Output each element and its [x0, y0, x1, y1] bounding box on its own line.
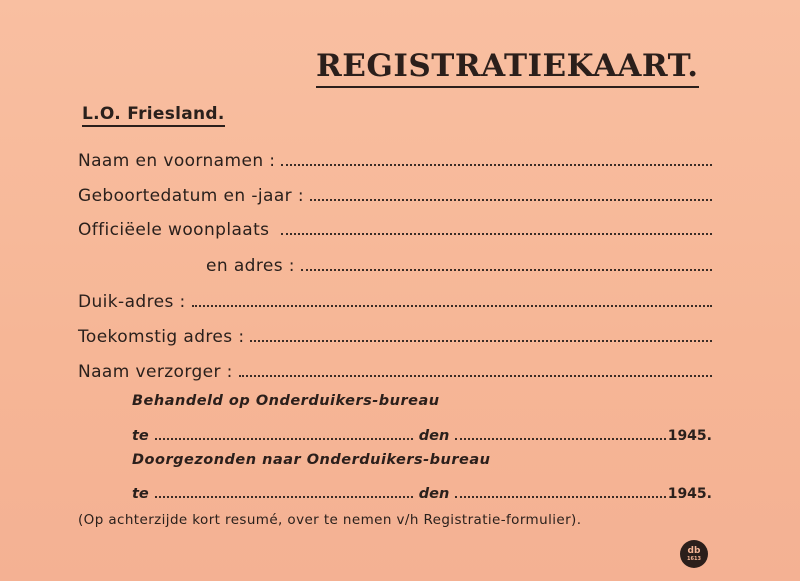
card-title: REGISTRATIEKAART.: [316, 48, 699, 88]
den-line: [455, 438, 665, 440]
field-hiding-address: [78, 286, 712, 312]
field-name-label: Naam en voornamen :: [78, 151, 276, 171]
printer-mark-number: 1613: [687, 555, 701, 562]
field-caretaker-line: [239, 375, 712, 377]
den-label: den: [418, 486, 450, 502]
field-address-label: en adres :: [206, 256, 295, 276]
field-name-line: [281, 164, 712, 166]
te-line: [155, 496, 413, 498]
field-residence: [78, 214, 712, 240]
field-birthdate-line: [310, 199, 712, 201]
te-label: te: [132, 428, 149, 444]
field-birthdate: [78, 180, 712, 206]
footer-note: (Op achterzijde kort resumé, over te nemen v/h Registratie-formulier).: [78, 512, 582, 528]
printer-mark-initials: db: [687, 545, 701, 556]
field-hiding-address-line: [192, 305, 712, 307]
field-address: [206, 250, 712, 276]
field-future-address-line: [250, 340, 712, 342]
field-hiding-address-label: Duik-adres :: [78, 292, 186, 312]
section-handled-heading: Behandeld op Onderduikers-bureau: [132, 393, 440, 409]
printer-mark: [680, 540, 708, 568]
te-label: te: [132, 486, 149, 502]
section-handled-place-date: [132, 422, 712, 444]
field-birthdate-label: Geboortedatum en -jaar :: [78, 186, 305, 206]
field-name: [78, 145, 712, 171]
field-residence-label: Officiëele woonplaats: [78, 220, 270, 240]
field-caretaker: [78, 356, 712, 382]
section-forwarded-place-date: [132, 480, 712, 502]
den-line: [455, 496, 665, 498]
te-line: [155, 438, 413, 440]
year-label: 1945.: [667, 428, 712, 444]
field-address-line: [301, 269, 712, 271]
section-forwarded-heading: Doorgezonden naar Onderduikers-bureau: [132, 452, 491, 468]
field-caretaker-label: Naam verzorger :: [78, 362, 233, 382]
organisation-label: L.O. Friesland.: [82, 104, 225, 127]
year-label: 1945.: [667, 486, 712, 502]
field-future-address: [78, 321, 712, 347]
den-label: den: [418, 428, 450, 444]
field-residence-line: [281, 233, 712, 235]
field-future-address-label: Toekomstig adres :: [78, 327, 245, 347]
